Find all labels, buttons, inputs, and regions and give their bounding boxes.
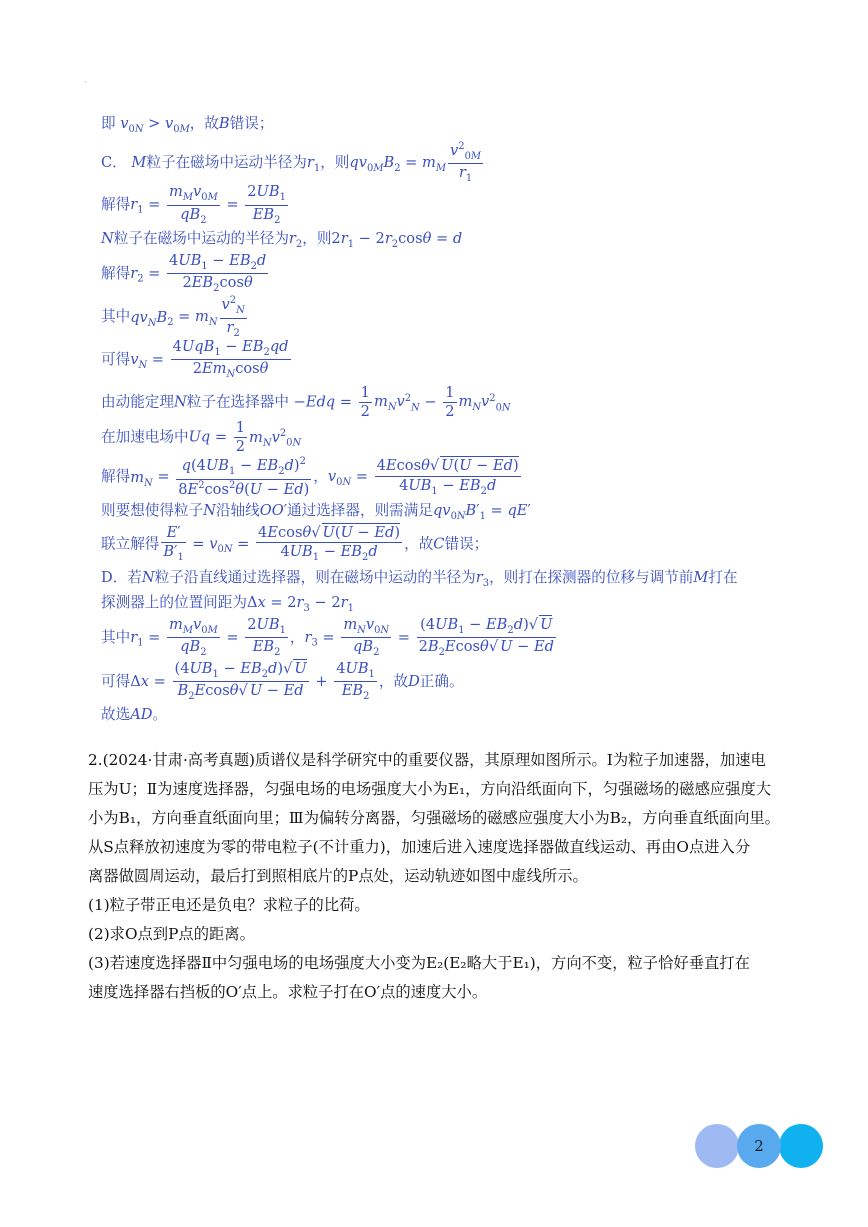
text: 即 xyxy=(101,115,116,132)
solution-line-8: 由动能定理N粒子在选择器中 −Edq = $\frac{1}{2}$ $m_Nv^2_N$ − $\frac{1}{2}$ $m_Nv^2_{0N}$ xyxy=(101,383,511,420)
solution-line-10: 解得$m_N$ = $\frac{q(4UB_1 - EB_2d)^2}{8E^2\cos^2\theta(U - Ed)}$ ，$v_{0N}$ = $\frac{4Ecos\theta√ U(U - Ed)}{4UB_1 - EB_2d}$ xyxy=(101,456,519,498)
solution-line-14: 探测器上的位置间距为$\Delta x = 2r_3 - 2r_1$ xyxy=(101,594,354,614)
solution-line-9: 在加速电场中Uq = $\frac{1}{2}$ $m_Nv^2_{0N}$ xyxy=(101,418,302,456)
question-stem-line: 从S点释放初速度为零的带电粒子(不计重力)，加速后进入速度选择器做直线运动、再由O点进入分 xyxy=(88,838,751,856)
solution-line-13: D．若N粒子沿直线通过选择器，则在磁场中运动的半径为$r_3$，则打在探测器的位移与调节前M打在 xyxy=(101,569,738,590)
solution-line-17: 故选AD。 xyxy=(101,706,168,724)
page-number: 2 xyxy=(754,1137,764,1155)
question-block xyxy=(88,746,808,1007)
solution-line-15: 其中$r_1$ = $\frac{m_Mv_{0M}}{qB_2}$ = $\frac{2UB_1}{EB_2}$ ，$r_3$ = $\frac{m_Nv_{0N}}{qB_2}$ = $\frac{(4UB_1 - EB_2d)√ U}{2B_2Ecos\theta√ U - Ed}$ xyxy=(101,615,554,659)
solution-line-5: 解得$r_2$ = $\frac{4UB_1 - EB_2d}{2EB_2\cos\theta}$ xyxy=(101,251,267,295)
question-stem-line: 离器做圆周运动，最后打到照相底片的P点处，运动轨迹如图中虚线所示。 xyxy=(88,867,588,885)
solution-line-12: 联立解得 $\frac{E'}{B'_1}$ = $v_{0N}$ = $\frac{4Ecos\theta√ U(U - Ed)}{4UB_1 - EB_2d}$ ，故C错误； xyxy=(101,523,489,563)
question-stem-line: 2.(2024·甘肃·高考真题)质谱仪是科学研究中的重要仪器，其原理如图所示。Ⅰ为粒子加速器，加速电 xyxy=(88,751,766,769)
decor-circle-3 xyxy=(779,1124,823,1168)
solution-line-3: 解得$r_1$ = $\frac{m_Mv_{0M}}{qB_2}$ = $\frac{2UB_1}{EB_2}$ xyxy=(101,183,286,226)
page-number-badge xyxy=(695,1124,825,1168)
sub-question-2: (2)求O点到P点的距离。 xyxy=(88,925,255,943)
solution-line-1: 即 $v_{0N} > v_{0M}$，故B错误； xyxy=(101,115,274,135)
solution-block xyxy=(101,112,841,724)
question-stem-line: 小为B₁，方向垂直纸面向里；Ⅲ为偏转分离器，匀强磁场的磁感应强度大小为B₂，方向垂直纸面向里。 xyxy=(88,809,780,827)
sub-question-3-cont: 速度选择器右挡板的O′点上。求粒子打在O′点的速度大小。 xyxy=(88,983,488,1001)
sub-question-1: (1)粒子带正电还是负电？求粒子的比荷。 xyxy=(88,896,370,914)
solution-line-6: 其中$qv_NB_2 = m_N$ $\frac{v^2_N}{r_2}$ xyxy=(101,295,245,339)
solution-line-4: N粒子在磁场中运动的半径为$r_2$，则$2r_1 - 2r_2\cos\theta = d$ xyxy=(101,229,463,250)
decor-circle-1 xyxy=(695,1124,739,1168)
question-stem-line: 压为U；Ⅱ为速度选择器，匀强电场的电场强度大小为E₁，方向沿纸面向下，匀强磁场的磁感应强度大 xyxy=(88,780,772,798)
solution-line-16: 可得Δx = $\frac{(4UB_1 - EB_2d)√ U}{B_2Ecos\theta√ U - Ed}$ + $\frac{4UB_1}{EB_2}$ ，故D正确。 xyxy=(101,659,464,702)
sub-question-3: (3)若速度选择器Ⅱ中匀强电场的电场强度大小变为E₂(E₂略大于E₁)，方向不变，粒子恰好垂直打在 xyxy=(88,954,750,972)
solution-line-11: 则要想使得粒子N沿轴线OO′通过选择器，则需满足$qv_{0N}B'_1 = qE'$ xyxy=(101,501,531,522)
solution-line-2: C． M粒子在磁场中运动半径为$r_1$，则$qv_{0M}B_2 = m_M$ $\frac{v^2_{0M}}{r_1}$ xyxy=(101,140,482,184)
solution-line-7: 可得$v_N$ = $\frac{4UqB_1 - EB_2qd}{2Em_N\cos\theta}$ xyxy=(101,337,289,381)
page-mark: · xyxy=(84,78,87,87)
